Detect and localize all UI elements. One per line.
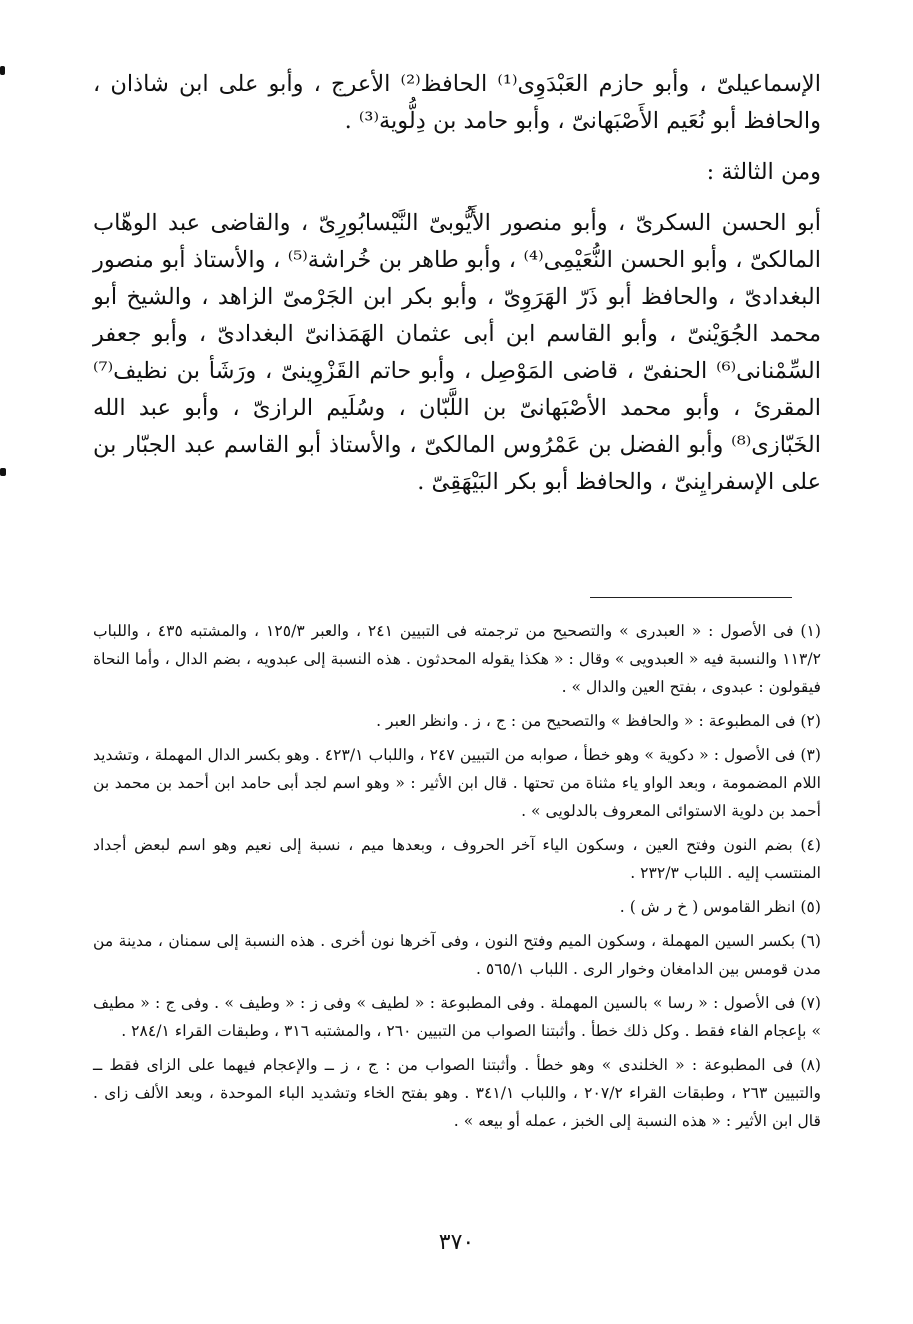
scan-edge-mark [0,468,6,476]
scan-edge-mark [0,66,5,75]
paragraph-2: أبو الحسن السكرىّ ، وأبو منصور الأَيُّوبىّ النَّيْسابُورِىّ ، والقاضى عبد الوهّاب المالكىّ ، وأبو الحسن النُّعَيْمِى⁽⁴⁾ ، وأبو طاهر بن خُراشة⁽⁵⁾ ، والأستاذ أبو منصور البغدادىّ ، والحافظ أبو ذَرّ الهَرَوِىّ ، وأبو بكر ابن الجَرْمىّ الزاهد ، والشيخ أبو محمد الجُوَيْنىّ ، وأبو القاسم ابن أبى عثمان الهَمَذانىّ البغدادىّ ، وأبو جعفر السِّمْنانى⁽⁶⁾ الحنفىّ ، قاضى المَوْصِل ، وأبو حاتم القَزْوِينىّ ، ورَشَأ بن نظيف⁽⁷⁾ المقرئ ، وأبو محمد الأصْبَهانىّ بن اللَّبّان ، وسُلَيم الرازىّ ، وأبو عبد الله الخَبّازى⁽⁸⁾ وأبو الفضل بن عَمْرُوس المالكىّ ، والأستاذ أبو القاسم عبد الجبّار بن على الإسفرايِنىّ ، والحافظ أبو بكر البَيْهَقِىّ . [93,210,821,495]
page-number: ٣٧٠ [438,1230,475,1255]
main-text [93,66,821,501]
footnote-divider [590,597,792,598]
footnote-1: (١) فى الأصول : « العبدرى » والتصحيح من ترجمته فى التبيين ٢٤١ ، والعبر ١٢٥/٣ ، والمشتبه ٤٣٥ ، واللباب ١١٣/٢ والنسبة فيه « العبدويى » وقال : « هكذا يقوله المحدثون . هذه النسبة إلى عبدويه ، بضم الدال ، وأما النحاة فيقولون : عبدوى ، بفتح العين والدال » . [93,622,822,696]
footnote-5: (٥) انظر القاموس ( خ ر ش ) . [619,898,821,916]
footnotes [93,617,821,1141]
footnote-6: (٦) بكسر السين المهملة ، وسكون الميم وفتح النون ، وفى آخرها نون أخرى . هذه النسبة إلى سمنان ، مدينة من مدن قومس بين الدامغان وخوار الرى . اللباب ٥٦٥/١ . [93,932,821,978]
footnote-3: (٣) فى الأصول : « دكوية » وهو خطأ ، صوابه من التبيين ٢٤٧ ، واللباب ٤٢٣/١ . وهو بكسر الدال المهملة ، وتشديد اللام المضمومة ، وبعد الواو ياء مثناة من تحتها . قال ابن الأثير : « وهو اسم لجد أبى حامد ابن أحمد بن محمد بن أحمد بن دلوية الاستوائى المعروف بالدلويى » . [93,746,821,820]
paragraph-1: الإسماعيلىّ ، وأبو حازم العَبْدَوِى⁽¹⁾ الحافظ⁽²⁾ الأعرج ، وأبو على ابن شاذان ، والحافظ أبو نُعَيم الأَصْبَهانىّ ، وأبو حامد بن دِلُّوية⁽³⁾ . [93,71,822,134]
footnote-8: (٨) فى المطبوعة : « الخلندى » وهو خطأ . وأثبتنا الصواب من : ج ، ز ــ والإعجام فيهما على الزاى فقط ــ والتبيين ٢٦٣ ، وطبقات القراء ٢٠٧/٢ ، واللباب ٣٤١/١ . وهو بفتح الخاء وتشديد الباء الموحدة ، وبعد الألف زاى . قال ابن الأثير : « هذه النسبة إلى الخبز ، عمله أو بيعه » . [93,1056,821,1130]
footnote-2: (٢) فى المطبوعة : « والحافظ » والتصحيح من : ج ، ز . وانظر العبر . [376,712,821,730]
footnote-4: (٤) بضم النون وفتح العين ، وسكون الياء آخر الحروف ، وبعدها ميم ، نسبة إلى نعيم وهو اسم لبعض أجداد المنتسب إليه . اللباب ٢٣٢/٣ . [93,836,821,882]
section-heading: ومن الثالثة : [706,159,821,185]
footnote-7: (٧) فى الأصول : « رسا » بالسين المهملة . وفى المطبوعة : « لطيف » وفى ز : « وطيف » . وفى ج : « مطيف » بإعجام الفاء فقط . وكل ذلك خطأ . وأثبتنا الصواب من التبيين ٢٦٠ ، والمشتبه ٣١٦ ، وطبقات القراء ٢٨٤/١ . [93,994,821,1040]
